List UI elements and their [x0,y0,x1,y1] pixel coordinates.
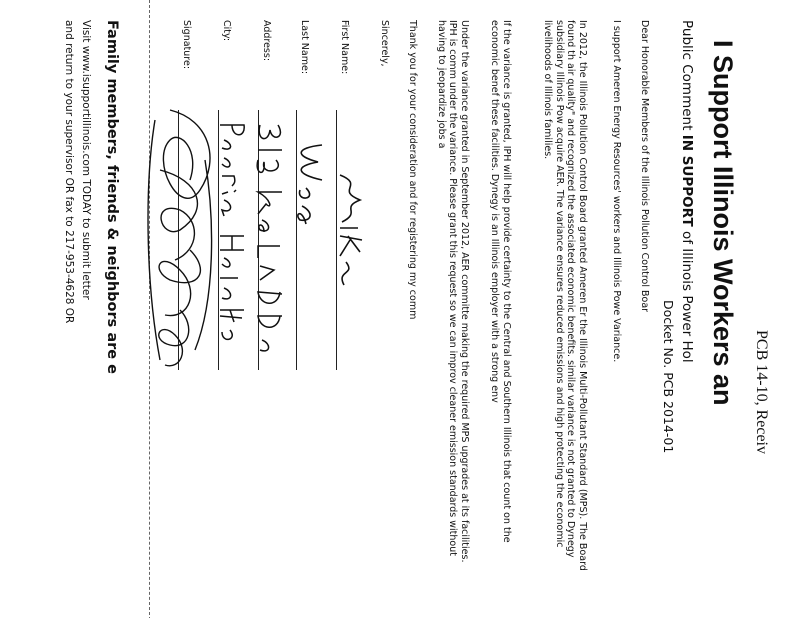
subtitle-bold: IN SUPPORT [679,134,695,227]
visit-instructions: Visit www.isupportillinois.com TODAY to submit letter [80,20,92,300]
salutation: Dear Honorable Members of the Illinois Pollution Control Boar [639,20,650,313]
paragraph-variance: Under the variance granted in September 2012, AER committe making the required MPS upgrades at its facilities. IPH is comm under the variance. Please grant this request so we can improv cleaner emission standards without having to jeopardize jobs a [436,20,470,563]
paragraph-2012: In 2012, the Illinois Pollution Control Board granted Ameren Er the Illinois Multi-Pollutant Standard (MPS). The Board found th air quality" and recognized the associated economic benefits. similar variance is not granted to Dynegy subsidiary Illinois Pow acquire AER. The variance ensures reduced emissions and high protecting the economic livelihoods of Illinois families. [542,20,588,571]
family-callout: Family members, friends & neighbors are e [104,20,120,374]
city-label: City: [221,20,232,42]
address-label: Address: [261,20,272,62]
subtitle [679,20,695,363]
handwritten-first-name [330,170,370,290]
handwritten-address [250,120,290,380]
closing: Sincerely, [379,20,390,67]
docket-number: Docket No. PCB 2014-01 [661,300,676,454]
last-name-label: Last Name: [299,20,310,75]
subtitle-suffix: of Illinois Power Hol [679,226,695,363]
handwritten-last-name [290,140,330,230]
filing-stamp: PCB 14-10, Receiv [753,330,770,454]
subtitle-prefix: Public Comment [679,20,695,135]
first-name-label: First Name: [339,20,350,75]
paragraph-certainty: If the variance is granted, IPH will help provide certainty to the Central and Southern Illinois that count on the economic benef these facilities. Dynegy is an Illinois employer with a strong env [489,20,512,543]
page-title: I Support Illinois Workers an [708,40,738,406]
return-instructions: and return to your supervisor OR fax to 217-953-4628 OR [63,20,75,324]
signature-mark [140,100,220,380]
paragraph-thanks: Thank you for your consideration and for registering my comm [407,20,418,320]
signature-label: Signature: [181,20,192,70]
paragraph-support: I support Ameren Energy Resources' workers and Illinois Powe Variance. [611,20,622,363]
document-rotated [63,0,800,618]
